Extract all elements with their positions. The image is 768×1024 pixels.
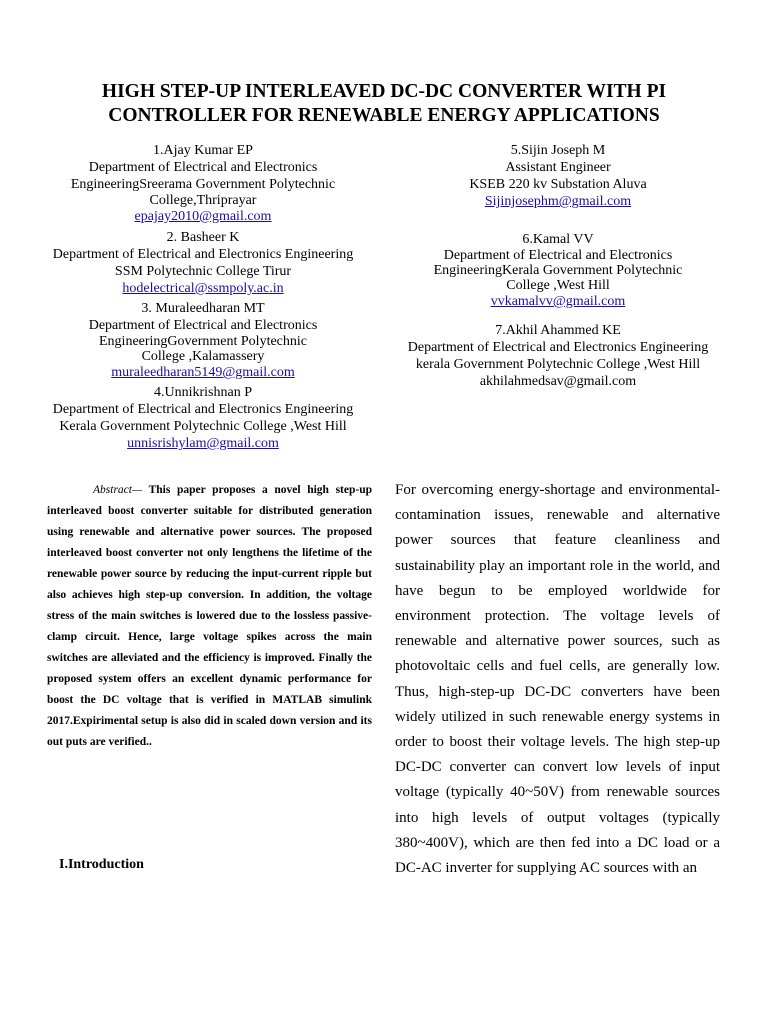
- author-name: 2. Basheer K: [166, 230, 240, 245]
- author-affiliation: Department of Electrical and Electronics Engineering: [52, 402, 354, 417]
- author-email-link[interactable]: Sijinjosephm@gmail.com: [484, 194, 632, 209]
- author-block-4: [28, 384, 378, 452]
- author-block-1: [28, 142, 378, 225]
- author-email-link[interactable]: vvkamalvv@gmail.com: [490, 294, 626, 309]
- paper-title: HIGH STEP-UP INTERLEAVED DC-DC CONVERTER WITH PI CONTROLLER FOR RENEWABLE ENERGY APPLICATIONS: [101, 81, 667, 126]
- author-name: 4.Unnikrishnan P: [154, 385, 252, 400]
- abstract-text: This paper proposes a novel high step-up interleaved boost converter suitable for distributed generation using renewable and alternative power sources. The proposed interleaved boost converter not only lengthens the lifetime of the renewable power source by reducing the input-current ripple but also achieves high step-up conversion. In addition, the voltage stress of the main switches is lowered due to the lossless passive-clamp circuit. Hence, large voltage spikes across the main switches are alleviated and the efficiency is improved. Finally the proposed system offers an excellent dynamic performance for boost the DC voltage that is verified in MATLAB simulink 2017.Expirimental setup is also did in scaled down version and its out puts are verified..: [47, 484, 372, 748]
- author-email-link[interactable]: hodelectrical@ssmpoly.ac.in: [122, 281, 284, 296]
- author-block-2: [28, 229, 378, 297]
- author-affiliation: Kerala Government Polytechnic College ,West Hill: [59, 419, 347, 434]
- author-affiliation: KSEB 220 kv Substation Aluva: [469, 177, 647, 192]
- author-affiliation: College ,West Hill: [506, 278, 610, 293]
- author-affiliation: EngineeringGovernment Polytechnic: [99, 334, 307, 349]
- author-block-3: [28, 300, 378, 381]
- author-email-link[interactable]: muraleedharan5149@gmail.com: [111, 365, 295, 380]
- author-name: 7.Akhil Ahammed KE: [495, 323, 621, 338]
- author-affiliation: College ,Kalamassery: [141, 349, 265, 364]
- author-block-7: [383, 322, 733, 390]
- author-affiliation: Department of Electrical and Electronics: [88, 318, 318, 333]
- author-name: 1.Ajay Kumar EP: [153, 143, 253, 158]
- author-block-5: [383, 142, 733, 210]
- author-email-link[interactable]: epajay2010@gmail.com: [134, 209, 272, 224]
- introduction-paragraph: For overcoming energy-shortage and environmental-contamination issues, renewable and alternative power sources that feature cleanliness and sustainability play an important role in the world, and have begun to be employed worldwide for environment protection. The voltage levels of renewable and alternative power sources, such as photovoltaic cells and fuel cells, are generally low. Thus, high-step-up DC-DC converters have been widely utilized in such renewable energy systems in order to boost their voltage levels. The high step-up DC-DC converter can convert low levels of input voltage (typically 40~50V) from renewable sources into high levels of output voltages (typically 380~400V), which are then fed into a DC load or a DC-AC inverter for supplying AC sources with an: [395, 482, 720, 877]
- author-affiliation: Department of Electrical and Electronics Engineering: [407, 340, 709, 355]
- author-affiliation: EngineeringSreerama Government Polytechnic: [70, 177, 336, 192]
- author-email-link[interactable]: unnisrishylam@gmail.com: [127, 436, 279, 451]
- author-name: 5.Sijin Joseph M: [510, 143, 606, 158]
- author-affiliation: Department of Electrical and Electronics Engineering: [52, 247, 354, 262]
- author-affiliation: EngineeringKerala Government Polytechnic: [433, 263, 683, 278]
- author-affiliation: SSM Polytechnic College Tirur: [114, 264, 292, 279]
- author-email: akhilahmedsav@gmail.com: [479, 374, 637, 389]
- section-heading-introduction: I.Introduction: [59, 857, 144, 872]
- abstract: [47, 480, 372, 753]
- author-name: 3. Muraleedharan MT: [141, 301, 265, 316]
- abstract-label: Abstract—: [93, 484, 143, 496]
- author-block-6: [383, 231, 733, 310]
- author-affiliation: Department of Electrical and Electronics: [88, 160, 318, 175]
- author-affiliation: College,Thriprayar: [149, 193, 257, 208]
- author-affiliation: Department of Electrical and Electronics: [443, 248, 673, 263]
- author-affiliation: Assistant Engineer: [505, 160, 611, 175]
- author-name: 6.Kamal VV: [522, 232, 594, 247]
- author-affiliation: kerala Government Polytechnic College ,West Hill: [415, 357, 701, 372]
